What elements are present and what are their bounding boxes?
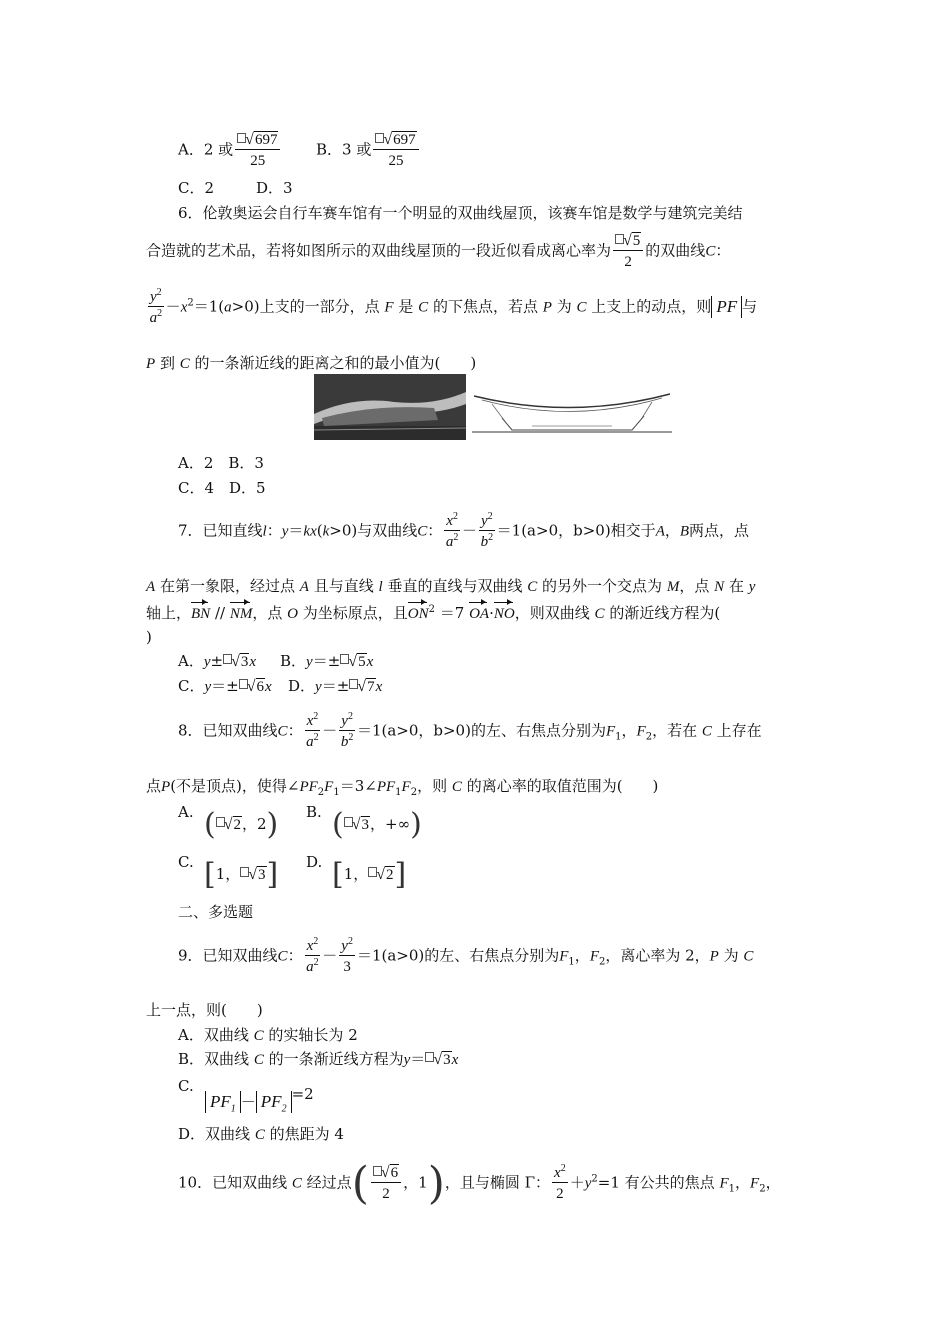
q10-line-1: 10．已知双曲线 C 经过点( $\frac{√6}{2}$ ，1)，且与椭圆 Γ： $\frac{x^2}{2}$ $+y^2=1$ 有公共的焦点 $F_1$，$F_2$， (178, 1157, 781, 1209)
q8-option-a-value: ( √2，2) (204, 807, 279, 842)
velodrome-section-drawing (472, 390, 672, 435)
q8-line-1: 8．已知双曲线C： $\frac{x^2}{a^2}$ － $\frac{y^2}{b^2}$ ＝1(a>0，b>0)的左、右焦点分别为$F_1$，$F_2$，若在 C 上存在 (178, 711, 762, 750)
q5-option-b: B．3 或 $\frac{√697}{25}$ (316, 131, 421, 170)
q8-option-b-value: ( √3，+∞) (332, 807, 422, 842)
q6-options-ab: A．2 B．3 (178, 454, 264, 472)
q7-option-b: B．y＝± √5x (280, 652, 374, 670)
q8-option-d-value: [1， √2] (332, 857, 407, 892)
q7-line-3: 轴上，BN // NM，点 O 为坐标原点，且$ON^2 =7$ OA·NO，则双曲线 C 的渐近线方程为( (146, 604, 721, 622)
q7-line-1: 7．已知直线l：y＝kx(k>0)与双曲线C： $\frac{x^2}{a^2}$ － $\frac{y^2}{b^2}$ ＝1(a>0，b>0)相交于A，B两点，点 (178, 511, 750, 550)
q8-option-c-value: [1， √3] (204, 857, 279, 892)
q5-option-d: D．3 (256, 179, 293, 197)
q7-line-4: ) (146, 628, 152, 646)
q6-line-3: $\frac{y^2}{a^2}$ $-x^2=1(a>0)$上支的一部分，点 F 是 C 的下焦点，若点 P 为 C 上支上的动点，则 PF 与 (149, 287, 758, 326)
q7-option-a: A．y± √3x (178, 652, 257, 670)
q9-option-b: B．双曲线 C 的一条渐近线方程为y＝ √3x (178, 1050, 459, 1068)
q9-line-1: 9．已知双曲线C： $\frac{x^2}{a^2}$ － $\frac{y^2}{3}$ ＝1(a>0)的左、右焦点分别为$F_1$，$F_2$，离心率为 2，P 为 C (178, 936, 754, 975)
q8-option-c: C. (178, 853, 194, 871)
q7-line-2: A 在第一象限，经过点 A 且与直线 l 垂直的直线与双曲线 C 的另外一个交点为 M，点 N 在 y (146, 577, 756, 595)
q7-option-d: D．y＝± √7x (288, 677, 383, 695)
q8-option-b: B. (306, 803, 322, 821)
velodrome-photo (314, 374, 466, 440)
q9-line-2: 上一点，则( ) (146, 1001, 263, 1019)
q8-line-2: 点P(不是顶点)，使得$\angle PF_2F_1=3\angle PF_1F_2$，则 C 的离心率的取值范围为( ) (146, 777, 659, 798)
q9-option-a: A．双曲线 C 的实轴长为 2 (178, 1026, 358, 1044)
q6-line-2: 合造就的艺术品，若将如图所示的双曲线屋顶的一段近似看成离心率为 $\frac{√5}{2}$ 的双曲线C： (146, 232, 731, 270)
q8-option-a: A. (178, 803, 194, 821)
q6-line-1: 6．伦敦奥运会自行车赛车馆有一个明显的双曲线屋顶，该赛车馆是数学与建筑完美结 (178, 204, 743, 222)
q9-option-c: C. (178, 1077, 194, 1095)
section-heading-multiple-choice: 二、多选题 (178, 903, 254, 921)
q5-option-a: A．2 或 $\frac{√697}{25}$ (178, 131, 282, 170)
q7-option-c: C．y＝± √6x (178, 677, 272, 695)
q9-option-c-value: $PF_1 - PF_2=2$ (205, 1084, 314, 1113)
q8-option-d: D. (306, 853, 323, 871)
q9-option-d: D．双曲线 C 的焦距为 4 (178, 1125, 344, 1143)
q6-options-cd: C．4 D．5 (178, 479, 266, 497)
q5-option-c: C．2 (178, 179, 215, 197)
q6-line-4: P 到 C 的一条渐近线的距离之和的最小值为( ) (146, 354, 477, 372)
